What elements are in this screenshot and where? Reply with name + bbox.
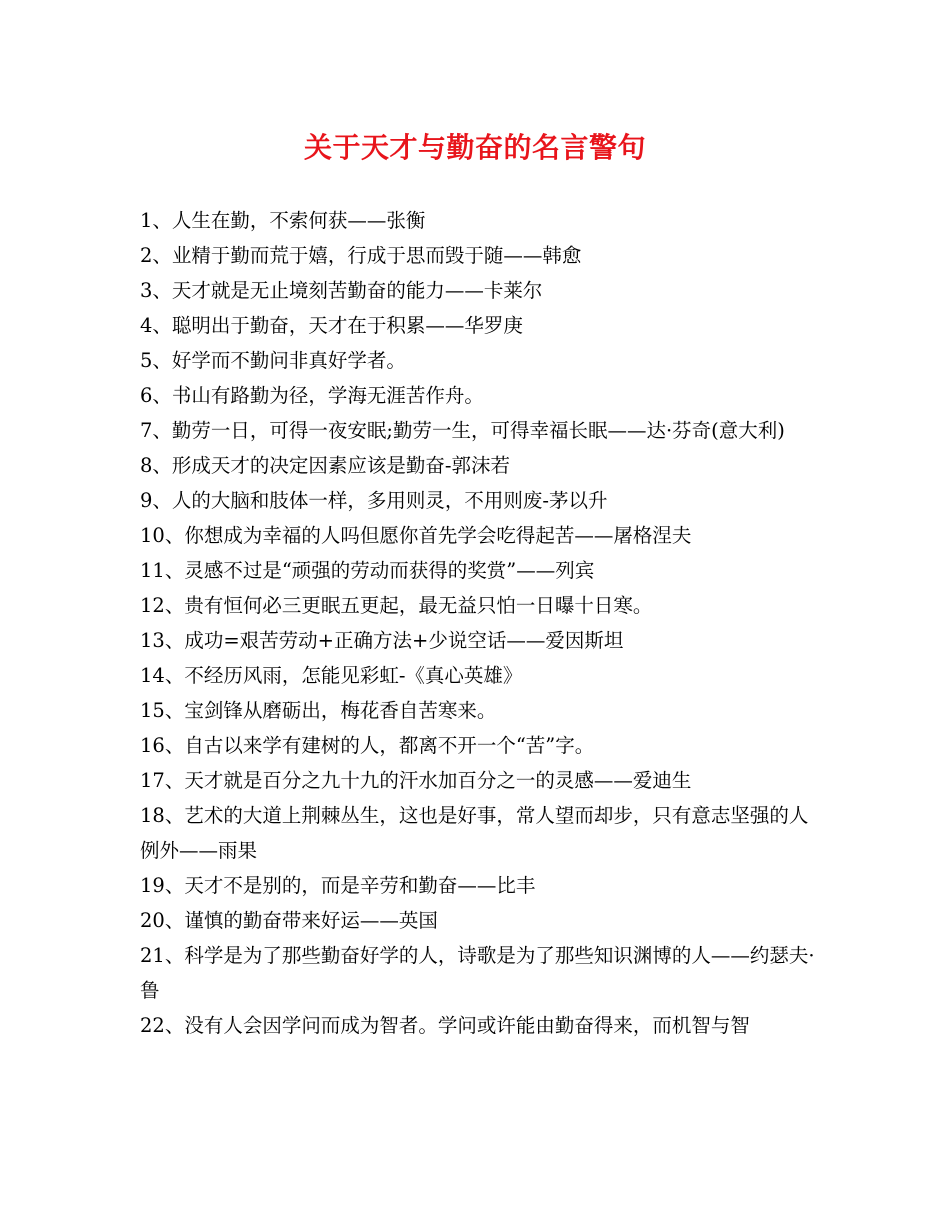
list-item: 7、勤劳一日，可得一夜安眠;勤劳一生，可得幸福长眠——达·芬奇(意大利) — [140, 419, 785, 442]
list-item: 11、灵感不过是“顽强的劳动而获得的奖赏”——列宾 — [140, 559, 595, 582]
quote-list — [140, 203, 815, 1043]
list-item: 8、形成天才的决定因素应该是勤奋-郭沫若 — [140, 454, 510, 477]
list-item: 1、人生在勤，不索何获——张衡 — [140, 209, 426, 232]
list-item: 5、好学而不勤问非真好学者。 — [140, 349, 406, 372]
list-item: 16、自古以来学有建树的人，都离不开一个“苦”字。 — [140, 734, 595, 757]
list-item: 15、宝剑锋从磨砺出，梅花香自苦寒来。 — [140, 699, 497, 722]
list-item: 9、人的大脑和肢体一样，多用则灵，不用则废-茅以升 — [140, 489, 608, 512]
list-item: 21、科学是为了那些勤奋好学的人，诗歌是为了那些知识渊博的人——约瑟夫·鲁 — [140, 944, 815, 1002]
list-item: 12、贵有恒何必三更眠五更起，最无益只怕一日曝十日寒。 — [140, 594, 653, 617]
list-item: 17、天才就是百分之九十九的汗水加百分之一的灵感——爱迪生 — [140, 769, 692, 792]
list-item: 14、不经历风雨，怎能见彩虹-《真心英雄》 — [140, 664, 523, 687]
list-item: 18、艺术的大道上荆棘丛生，这也是好事，常人望而却步，只有意志坚强的人例外——雨果 — [140, 804, 809, 862]
list-item: 10、你想成为幸福的人吗但愿你首先学会吃得起苦——屠格涅夫 — [140, 524, 692, 547]
list-item: 13、成功=艰苦劳动+正确方法+少说空话——爱因斯坦 — [140, 629, 624, 652]
list-item: 19、天才不是别的，而是辛劳和勤奋——比丰 — [140, 874, 536, 897]
document-title: 关于天才与勤奋的名言警句 — [303, 131, 646, 164]
list-item: 22、没有人会因学问而成为智者。学问或许能由勤奋得来，而机智与智 — [140, 1014, 750, 1037]
list-item: 2、业精于勤而荒于嬉，行成于思而毁于随——韩愈 — [140, 244, 582, 267]
list-item: 6、书山有路勤为径，学海无涯苦作舟。 — [140, 384, 484, 407]
list-item: 4、聪明出于勤奋，天才在于积累——华罗庚 — [140, 314, 523, 337]
list-item: 20、谨慎的勤奋带来好运——英国 — [140, 909, 438, 932]
list-item: 3、天才就是无止境刻苦勤奋的能力——卡莱尔 — [140, 279, 543, 302]
